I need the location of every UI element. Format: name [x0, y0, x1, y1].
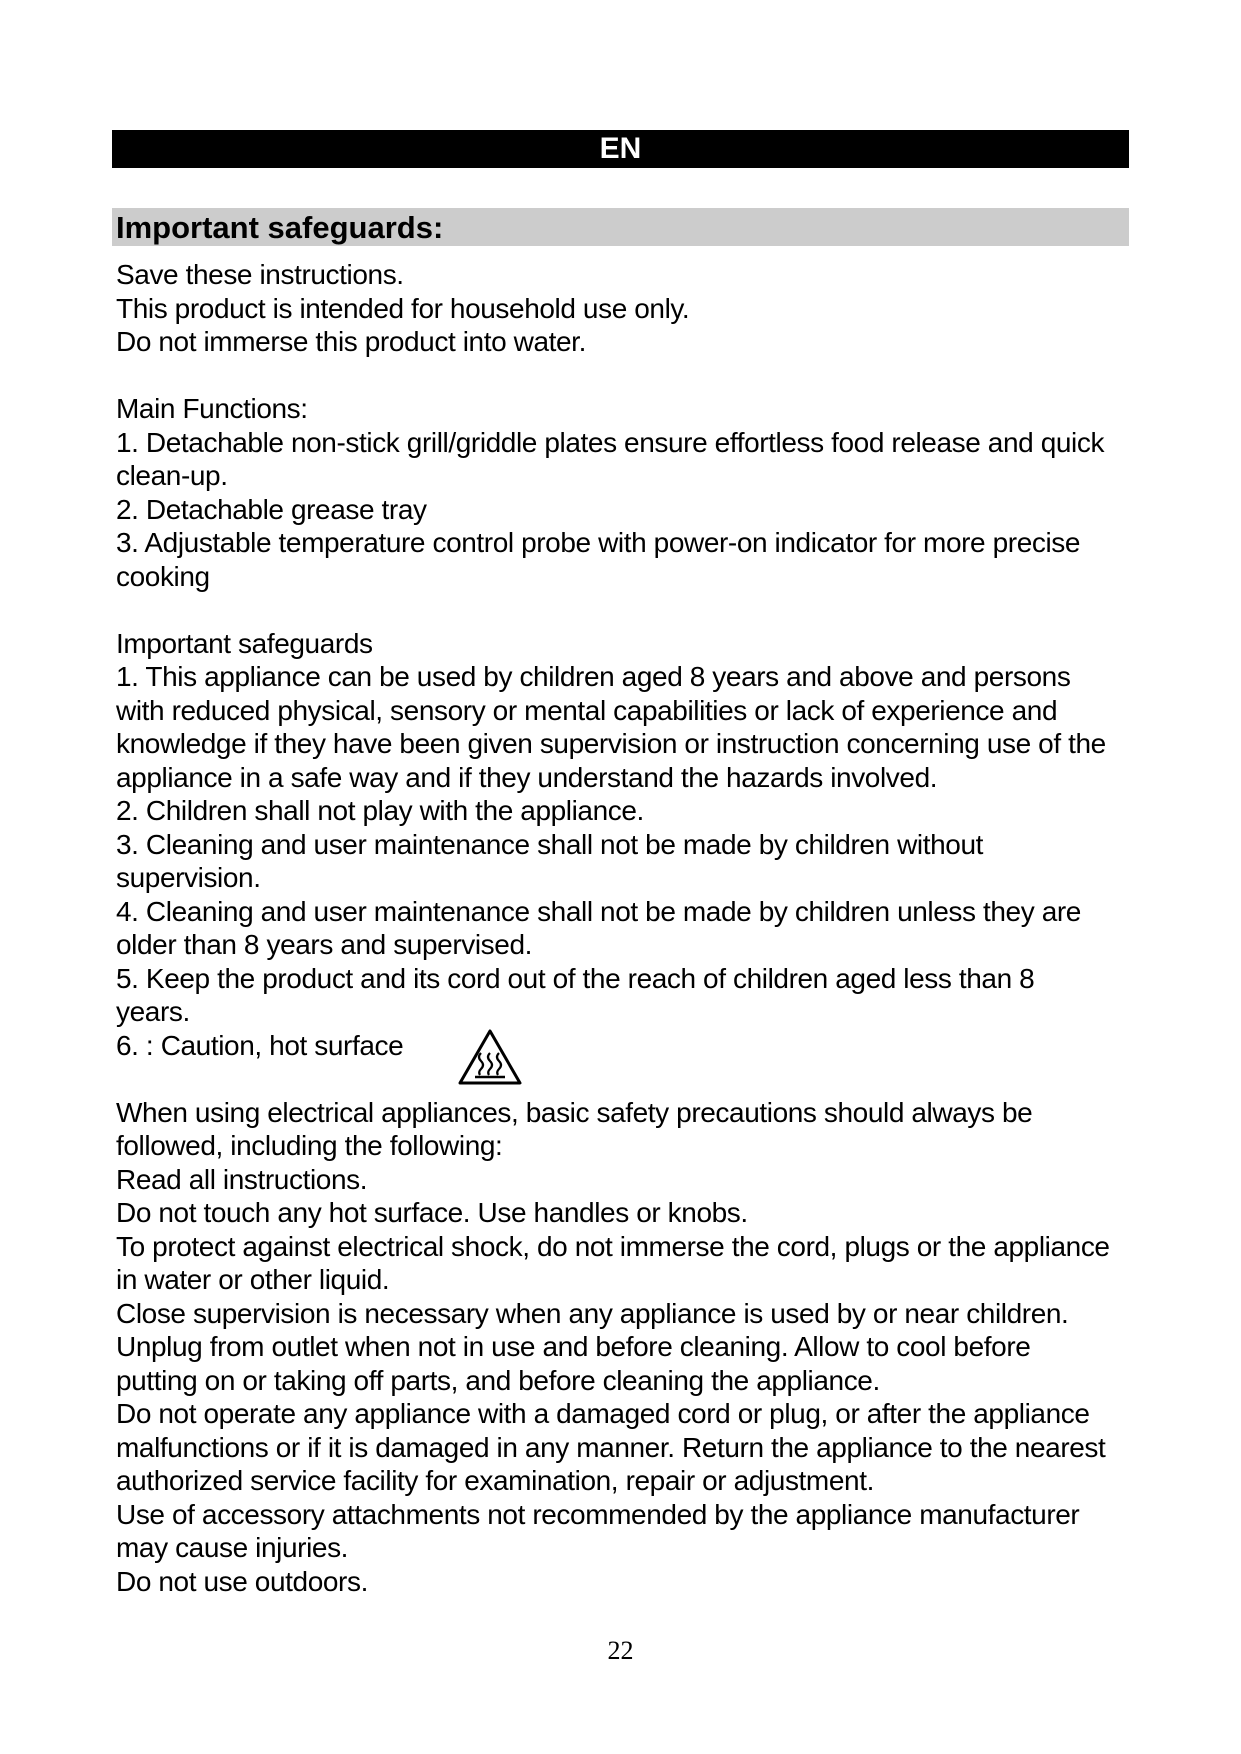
safeguards-line: 1. This appliance can be used by children aged 8 years and above and persons — [116, 661, 1071, 692]
paragraph-gap — [116, 1062, 1136, 1096]
main-functions-heading: Main Functions: — [116, 393, 308, 424]
hot-surface-warning-icon — [458, 1029, 522, 1085]
precaution-line: putting on or taking off parts, and before cleaning the appliance. — [116, 1364, 880, 1396]
page-number: 22 — [607, 1636, 634, 1665]
precaution-line: When using electrical appliances, basic safety precautions should always be — [116, 1096, 1033, 1128]
intro-line: Do not immerse this product into water. — [116, 326, 586, 357]
precaution-line: Use of accessory attachments not recommended by the appliance manufacturer — [116, 1498, 1080, 1530]
safeguards-line: 5. Keep the product and its cord out of the reach of children aged less than 8 — [116, 962, 1035, 994]
main-functions-line: 1. Detachable non-stick grill/griddle plates ensure effortless food release and quick — [116, 426, 1105, 458]
safeguards-line: 3. Cleaning and user maintenance shall not be made by children without — [116, 828, 984, 860]
precaution-line: Do not operate any appliance with a damaged cord or plug, or after the appliance — [116, 1398, 1090, 1429]
safeguards-line: knowledge if they have been given supervision or instruction concerning use of the — [116, 728, 1106, 759]
language-bar: EN — [112, 130, 1129, 168]
precaution-line: Close supervision is necessary when any appliance is used by or near children. — [116, 1297, 1069, 1329]
safeguards-heading: Important safeguards — [116, 627, 373, 659]
paragraph-gap — [116, 593, 1136, 627]
precaution-line: malfunctions or if it is damaged in any manner. Return the appliance to the nearest — [116, 1431, 1106, 1463]
main-functions-line: clean-up. — [116, 460, 228, 491]
caution-line — [116, 1029, 1136, 1063]
safeguards-line: years. — [116, 996, 190, 1027]
safeguards-line: supervision. — [116, 862, 261, 893]
main-functions-line: 3. Adjustable temperature control probe with power-on indicator for more precise — [116, 527, 1081, 558]
intro-line: This product is intended for household use only. — [116, 292, 690, 324]
precaution-line: Do not touch any hot surface. Use handles or knobs. — [116, 1197, 748, 1228]
precaution-line: authorized service facility for examination, repair or adjustment. — [116, 1465, 874, 1496]
section-title: Important safeguards: — [112, 208, 1129, 246]
precaution-line: To protect against electrical shock, do not immerse the cord, plugs or the appliance — [116, 1230, 1110, 1262]
precaution-line: Read all instructions. — [116, 1163, 368, 1195]
caution-text: 6. : Caution, hot surface — [116, 1029, 404, 1061]
safeguards-line: 2. Children shall not play with the appliance. — [116, 795, 644, 826]
precaution-line: Do not use outdoors. — [116, 1565, 368, 1597]
safeguards-line: appliance in a safe way and if they understand the hazards involved. — [116, 761, 938, 793]
precaution-line: may cause injuries. — [116, 1532, 349, 1563]
main-functions-line: cooking — [116, 560, 210, 592]
safeguards-line: with reduced physical, sensory or mental capabilities or lack of experience and — [116, 694, 1058, 726]
safeguards-line: 4. Cleaning and user maintenance shall not be made by children unless they are — [116, 895, 1081, 927]
precaution-line: in water or other liquid. — [116, 1264, 390, 1295]
paragraph-gap — [116, 359, 1136, 393]
main-functions-line: 2. Detachable grease tray — [116, 493, 427, 525]
intro-line: Save these instructions. — [116, 259, 404, 290]
safeguards-line: older than 8 years and supervised. — [116, 929, 532, 960]
body-text — [116, 258, 1136, 1598]
precaution-line: followed, including the following: — [116, 1130, 503, 1161]
precaution-line: Unplug from outlet when not in use and before cleaning. Allow to cool before — [116, 1331, 1031, 1362]
